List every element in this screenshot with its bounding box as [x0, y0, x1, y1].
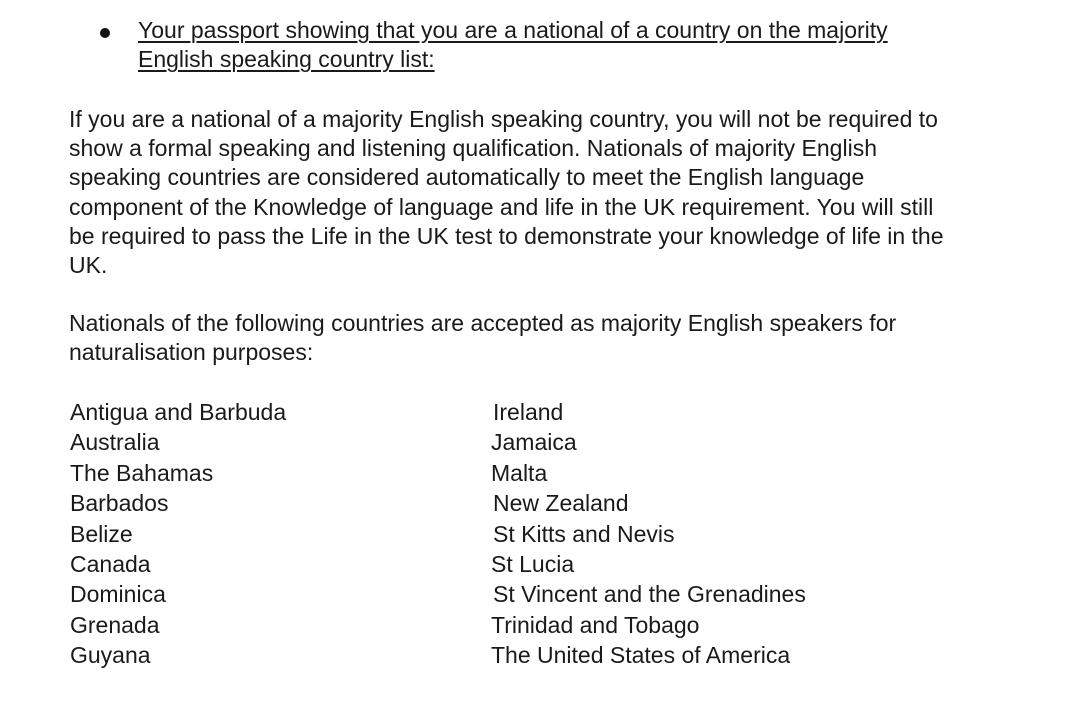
paragraph-line: speaking countries are considered automatically to meet the English language [69, 164, 865, 191]
paragraph-line: Nationals of the following countries are accepted as majority English speakers for [69, 310, 897, 336]
country-item: The Bahamas [70, 459, 214, 486]
country-item: Ireland [493, 399, 564, 425]
country-item: St Vincent and the Grenadines [493, 581, 806, 608]
country-item: Jamaica [491, 429, 577, 456]
country-item: Grenada [70, 611, 160, 638]
country-item: New Zealand [493, 490, 629, 517]
bullet-text [138, 16, 998, 74]
country-item: Trinidad and Tobago [491, 611, 700, 638]
country-item: Antigua and Barbuda [70, 399, 287, 425]
country-item: St Lucia [491, 551, 575, 578]
country-item: Australia [70, 429, 160, 456]
paragraph-line: component of the Knowledge of language and life in the UK requirement. You will still [69, 193, 934, 220]
country-item: Belize [70, 520, 133, 547]
country-list-left [70, 397, 286, 671]
paragraph-line: naturalisation purposes: [69, 339, 314, 366]
bullet-icon [100, 28, 110, 38]
paragraph-line: If you are a national of a majority English speaking country, you will not be required to [69, 106, 938, 132]
bullet-line-2: English speaking country list: [138, 46, 435, 72]
country-item: St Kitts and Nevis [493, 520, 675, 547]
paragraph-line: be required to pass the Life in the UK test to demonstrate your knowledge of life in the [69, 222, 944, 249]
country-item: The United States of America [491, 642, 791, 669]
paragraph-line: show a formal speaking and listening qualification. Nationals of majority English [69, 135, 877, 162]
country-item: Dominica [70, 581, 166, 608]
paragraph-line: UK. [69, 252, 108, 279]
country-item: Guyana [70, 642, 151, 669]
country-item: Barbados [70, 490, 169, 517]
bullet-line-1: Your passport showing that you are a national of a country on the majority [138, 17, 888, 43]
country-item: Canada [70, 551, 151, 578]
country-item: Malta [491, 459, 548, 486]
paragraph-english-exemption [69, 105, 1009, 280]
country-list-right [491, 397, 806, 671]
paragraph-countries-intro [69, 309, 1009, 367]
